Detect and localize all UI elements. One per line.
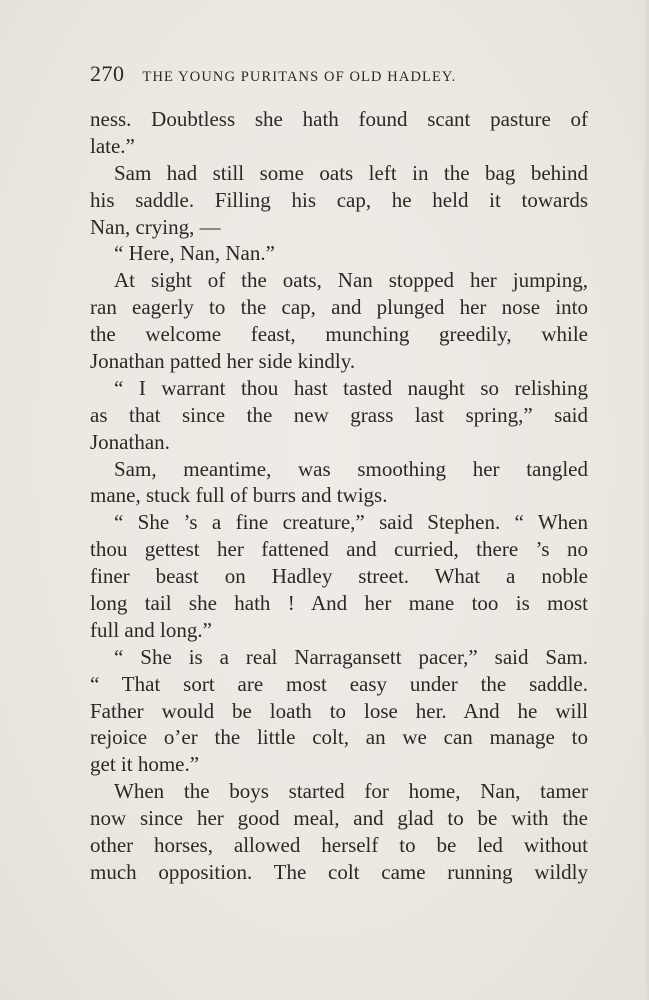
text-line: the welcome feast, munching greedily, while <box>90 322 588 347</box>
text-line: “ That sort are most easy under the saddle. <box>90 671 588 696</box>
text-line: When the boys started for home, Nan, tamer <box>114 779 588 804</box>
text-line: “ She is a real Narragansett pacer,” said Sam. <box>114 644 588 669</box>
text-line: his saddle. Filling his cap, he held it towards <box>90 187 588 212</box>
text-line: At sight of the oats, Nan stopped her jumping, <box>114 268 588 293</box>
text-line: Father would be loath to lose her. And he will <box>90 698 588 723</box>
text-line: Jonathan. <box>90 429 170 454</box>
text-line: long tail she hath ! And her mane too is most <box>90 591 588 616</box>
text-line: now since her good meal, and glad to be with the <box>90 806 588 831</box>
text-line: Jonathan patted her side kindly. <box>90 349 356 374</box>
text-line: Sam had still some oats left in the bag behind <box>114 160 588 185</box>
text-line: finer beast on Hadley street. What a noble <box>90 564 588 589</box>
text-line: “ Here, Nan, Nan.” <box>114 241 275 266</box>
text-line: much opposition. The colt came running wildly <box>90 859 588 884</box>
text-line: full and long.” <box>90 617 212 642</box>
text-line: late.” <box>90 133 135 158</box>
page-edge <box>643 0 649 1000</box>
text-line: thou gettest her fattened and curried, there ’s no <box>90 537 588 562</box>
running-title: THE YOUNG PURITANS OF OLD HADLEY. <box>142 69 457 85</box>
text-line: ness. Doubtless she hath found scant pasture of <box>90 107 588 131</box>
text-line: as that since the new grass last spring,” said <box>90 402 588 427</box>
text-line: Sam, meantime, was smoothing her tangled <box>114 456 588 481</box>
text-line: get it home.” <box>90 752 200 777</box>
text-line: other horses, allowed herself to be led without <box>90 833 588 858</box>
text-line: rejoice o’er the little colt, an we can manage to <box>90 725 588 750</box>
text-line: “ She ’s a fine creature,” said Stephen. “ When <box>114 510 588 535</box>
page-number: 270 <box>90 61 125 86</box>
text-line: mane, stuck full of burrs and twigs. <box>90 483 388 508</box>
body-text <box>90 106 588 886</box>
text-line: Nan, crying, — <box>90 214 221 239</box>
text-line: ran eagerly to the cap, and plunged her nose into <box>90 295 588 320</box>
page-header <box>90 61 590 91</box>
text-line: “ I warrant thou hast tasted naught so relishing <box>114 375 588 400</box>
